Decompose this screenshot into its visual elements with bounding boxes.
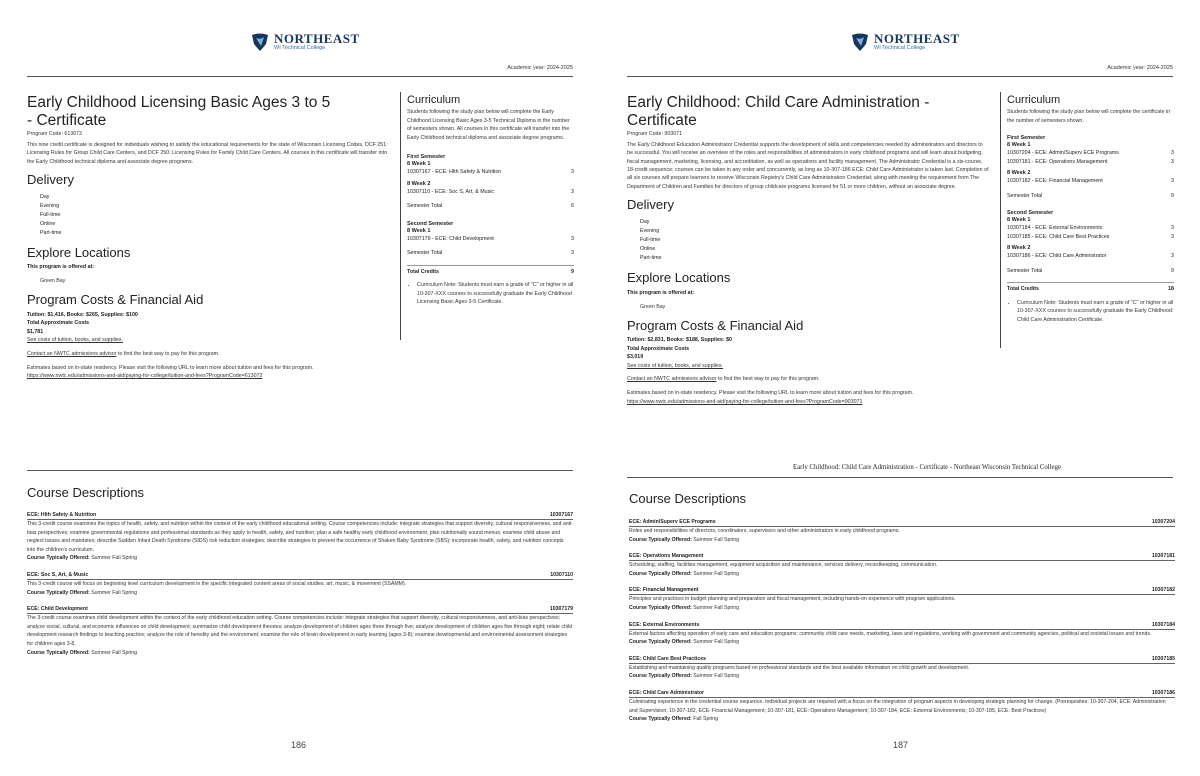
course-offered: Course Typically Offered: Summer Fall Spring xyxy=(629,536,740,543)
program-intro: The Early Childhood Education Administrator Credential supports the development of skills and competencies needed by administrators and directors to be successful. You will receive an overview of the roles and responsibilities of administrators in early childhood programs and will learn about budgeting, fiscal management, marketing, licensing, and accreditation, as well as operations and facility management. The Administrator Credential is a six-course, 18-credit sequence; courses can be taken in any order and concurrently, as long as 10-307-186 ECE: Child Care Administrator is taken last. Completion of all six courses will prepare learners to receive Wisconsin Registry's Child Care Administration Credential; along with meeting the requirement from The Department of Children and Families for directors of group childcare programs licensed for 51 or more children, without an associate degree. xyxy=(627,141,989,190)
course-offered: Course Typically Offered: Fall Spring xyxy=(629,716,718,723)
delivery-item: Day xyxy=(40,193,50,200)
contact-line: Contact an NWTC admissions advisor to find the best way to pay for this program. xyxy=(627,376,820,383)
program-title: Early Childhood Licensing Basic Ages 3 to 5 - Certificate xyxy=(27,94,331,130)
course-entry xyxy=(629,553,1175,578)
costs-heading: Program Costs & Financial Aid xyxy=(27,292,204,308)
delivery-heading: Delivery xyxy=(627,197,674,213)
course-code: 10307181 xyxy=(1151,553,1175,560)
shield-logo-icon xyxy=(850,32,870,52)
section-divider xyxy=(627,477,1173,478)
delivery-heading: Delivery xyxy=(27,171,74,187)
course-name: ECE: Child Care Best Practices xyxy=(629,655,706,662)
program-title: Early Childhood: Child Care Administration - Certificate xyxy=(627,94,930,130)
program-code: Program Code: 613072 xyxy=(27,130,83,137)
week-label: 8 Week 2 xyxy=(1007,245,1031,252)
second-semester-label: Second Semester xyxy=(1007,210,1054,217)
top-divider xyxy=(27,76,573,77)
contact-line: Contact an NWTC admissions advisor to find the best way to pay for this program. xyxy=(27,350,220,357)
locations-heading: Explore Locations xyxy=(27,244,131,260)
week-label: 8 Week 1 xyxy=(407,161,431,168)
delivery-item: Part-time xyxy=(40,229,62,236)
delivery-item: Evening xyxy=(40,202,60,209)
costs-heading: Program Costs & Financial Aid xyxy=(627,317,804,333)
first-semester-label: First Semester xyxy=(1007,135,1046,142)
course-description: Scheduling, staffing, facilities management, equipment acquisition and maintenance, services delivery, recordkeeping, communication. xyxy=(629,562,938,569)
curriculum-course-row: 10307179 - ECE: Child Development 3 xyxy=(407,235,574,242)
logo-subtitle: WI Technical College xyxy=(274,45,326,52)
course-code: 10307186 xyxy=(1151,689,1175,696)
semester-total-row: Semester Total 9 xyxy=(1007,192,1174,199)
tuition-line: Tuition: $2,831, Books: $188, Supplies: $0 xyxy=(627,337,732,344)
week-label: 8 Week 1 xyxy=(407,227,431,234)
column-divider xyxy=(1000,92,1001,348)
logo-name: NORTHEAST xyxy=(274,31,360,47)
course-description: This 3-credit course will focus on beginning level curriculum development in the specific integrated content areas of social studies, art, music, & movement (SSAMM). xyxy=(27,580,407,587)
course-list xyxy=(27,512,573,657)
course-offered: Course Typically Offered: Summer Fall Spring xyxy=(629,673,740,680)
curriculum-course-row: 10307185 - ECE: Child Care Best Practices 3 xyxy=(1007,233,1174,240)
locations-heading: Explore Locations xyxy=(627,269,731,285)
curriculum-note: • Curriculum Note: Students must earn a grade of "C" or higher in all 10-307-XXX courses to successfully graduate the Early Childhood: Child Care Administration Certificate. xyxy=(1007,299,1174,325)
northeast-logo xyxy=(250,32,360,52)
delivery-item: Evening xyxy=(640,227,660,234)
totals-divider xyxy=(1007,282,1174,283)
logo-name: NORTHEAST xyxy=(874,31,960,47)
course-name: ECE: Soc S, Art, & Music xyxy=(27,571,89,578)
contact-advisor-link[interactable]: Contact an NWTC admissions advisor xyxy=(627,376,717,383)
delivery-item: Full-time xyxy=(640,236,661,243)
course-code: 10307179 xyxy=(549,606,573,613)
week-label: 8 Week 1 xyxy=(1007,142,1031,149)
curriculum-note: • Curriculum Note: Students must earn a grade of "C" or higher in all 10-307-XXX courses to successfully graduate the Early Childhood Licensing Basic Ages 3-5 Certificate. xyxy=(407,281,574,307)
course-name: ECE: External Environments xyxy=(629,621,700,628)
course-entry xyxy=(27,572,573,597)
course-description: Principles and practices in budget planning and preparation and fiscal management, including hands-on experience with program applications. xyxy=(629,596,956,603)
curriculum-panel xyxy=(407,94,574,307)
program-code: Program Code: 903071 xyxy=(627,130,683,137)
delivery-item: Online xyxy=(640,245,656,252)
course-code: 10307204 xyxy=(1151,519,1175,525)
totals-divider xyxy=(407,265,574,266)
curriculum-course-row: 10307167 - ECE: Hlth Safety & Nutrition 3 xyxy=(407,169,574,176)
course-offered: Course Typically Offered: Summer Fall Spring xyxy=(27,649,138,656)
location-green-bay: Green Bay xyxy=(40,278,66,285)
main-column xyxy=(627,94,989,406)
semester-total-row: Semester Total 6 xyxy=(407,203,574,210)
academic-year: Academic year: 2024-2025 xyxy=(507,65,573,71)
main-column xyxy=(27,94,392,381)
location-green-bay: Green Bay xyxy=(640,303,666,310)
running-footer-title: Early Childhood: Child Care Administration - Certificate - Northeast Wisconsin Technical College xyxy=(793,464,1061,471)
total-cost-value: $1,781 xyxy=(27,328,44,335)
delivery-list xyxy=(640,218,989,263)
total-cost-label: Total Approximate Costs xyxy=(27,320,90,327)
week-label: 8 Week 2 xyxy=(1007,170,1031,177)
delivery-item: Day xyxy=(640,218,650,225)
course-entry xyxy=(629,622,1175,647)
tuition-url-link[interactable]: https://www.nwtc.edu/admissions-and-aid/paying-for-college/tuition-and-fees?ProgramCode=613072 xyxy=(27,373,263,380)
see-costs-link[interactable]: See costs of tuition, books, and supplies. xyxy=(627,362,723,369)
course-code: 10307184 xyxy=(1151,621,1175,628)
curriculum-intro: Students following the study plan below will complete the Early Childhood Licensing Basic Ages 3-5 Technical Diploma in the number of semesters shown. All courses in this certificate will transfer into the Early Childhood technical diploma and associate degree programs. xyxy=(407,109,570,141)
course-code: 10307182 xyxy=(1151,587,1175,594)
first-semester-label: First Semester xyxy=(407,154,446,161)
second-semester-label: Second Semester xyxy=(407,220,454,227)
course-offered: Course Typically Offered: Summer Fall Spring xyxy=(629,570,740,577)
top-divider xyxy=(627,76,1173,77)
tuition-url-link[interactable]: https://www.nwtc.edu/admissions-and-aid/paying-for-college/tuition-and-fees?ProgramCode=903071 xyxy=(627,398,863,405)
course-offered: Course Typically Offered: Summer Fall Spring xyxy=(27,589,138,596)
curriculum-panel xyxy=(1007,94,1174,324)
northeast-logo xyxy=(850,32,960,52)
estimates-text: Estimates based on in-state residency. Please visit the following URL to learn more about tuition and fees for this program. xyxy=(27,364,314,371)
delivery-list xyxy=(40,193,392,238)
curriculum-course-row: 10307186 - ECE: Child Care Administrator 3 xyxy=(1007,253,1174,260)
curriculum-course-row: 10307184 - ECE: External Environments 3 xyxy=(1007,225,1174,232)
page-number: 187 xyxy=(893,740,909,750)
see-costs-link[interactable]: See costs of tuition, books, and supplies. xyxy=(27,337,123,344)
course-offered: Course Typically Offered: Summer Fall Spring xyxy=(629,639,740,646)
course-code: 10307167 xyxy=(549,512,573,518)
page-right xyxy=(600,0,1200,776)
semester-total-row: Semester Total 3 xyxy=(407,250,574,257)
total-cost-label: Total Approximate Costs xyxy=(627,345,690,352)
tuition-line: Tuition: $1,416, Books: $265, Supplies: $100 xyxy=(27,311,138,318)
course-name: ECE: Financial Management xyxy=(629,587,699,594)
course-description: The 3-credit course examines child development within the context of the early childhood education setting. Course competencies include: integrate strategies that support diversity, cultural responsiveness, and anti-bias perspectives; analyze social, cultural, and economic influences on child development; summarize child development theories; analyze development of children ages three through five; analyze development of children ages five through eight; relate child development research findings to teaching practice; analyze the role of heredity and the environment; examine the role of brain development in early learning (ages 3-8); examine developmental and environmental assessment strategies for children ages 3-8. xyxy=(27,615,573,647)
curriculum-course-row: 10307182 - ECE: Financial Management 3 xyxy=(1007,178,1174,185)
logo-subtitle: WI Technical College xyxy=(874,45,926,52)
week-label: 8 Week 1 xyxy=(1007,217,1031,224)
course-entry xyxy=(27,606,573,657)
curriculum-heading: Curriculum xyxy=(407,94,461,106)
course-description: Culminating experience in the credential course sequence. Individual projects are required with a focus on the integration of program aspects in developing strategic planning for change. (Prerequisites: 10-307-204, ECE: Administration and Supervision; 10-307-182, ECE: Financial Management; 10-307-181, ECE: Operations Management; 10-307-184, ECE: External Environments; 10-307-185, ECE: Best Practices) xyxy=(629,698,1166,714)
course-entry xyxy=(27,512,573,563)
course-entry xyxy=(629,690,1175,724)
course-name: ECE: Admin/Superv ECE Programs xyxy=(629,519,716,525)
curriculum-heading: Curriculum xyxy=(1007,94,1061,106)
curriculum-course-row: 10307204 - ECE: Admin/Superv ECE Programs 3 xyxy=(1007,150,1174,157)
course-code: 10307110 xyxy=(550,571,573,578)
course-descriptions-heading: Course Descriptions xyxy=(629,491,747,506)
page-number: 186 xyxy=(291,740,307,750)
total-credits-row: Total Credits 18 xyxy=(1007,286,1174,293)
course-description: External factors affecting operation of early care and education programs: community child care needs, marketing, laws and regulations, working with government and community agencies, political and societal issues and trends. xyxy=(629,630,1152,637)
course-offered: Course Typically Offered: Summer Fall Spring xyxy=(27,555,138,562)
course-entry xyxy=(629,656,1175,681)
program-intro: This nine credit certificate is designed for individuals wishing to satisfy the educational requirements for the state of Wisconsin Licensing Codes, DCF 251: Licensing Rules for Group Child Care Centers, and DCF 250: Licensing Rules for Family Child Care Centers. All courses in this certificate will transfer into the Early Childhood technical diploma and associate degree programs. xyxy=(27,141,388,165)
course-descriptions-heading: Course Descriptions xyxy=(27,485,145,500)
delivery-item: Full-time xyxy=(40,211,61,218)
curriculum-intro: Students following the study plan below will complete the certificate in the number of semesters shown. xyxy=(1007,109,1171,124)
course-list xyxy=(629,519,1175,724)
course-offered: Course Typically Offered: Summer Fall Spring xyxy=(629,604,740,611)
offered-at-label: This program is offered at: xyxy=(627,289,695,296)
academic-year: Academic year: 2024-2025 xyxy=(1107,65,1173,71)
course-entry xyxy=(629,519,1175,544)
week-label: 8 Week 2 xyxy=(407,180,431,187)
course-description: Establishing and maintaining quality programs based on professional standards and the best available information on child growth and development. xyxy=(629,664,970,671)
delivery-item: Online xyxy=(40,220,56,227)
total-cost-value: $3,019 xyxy=(627,354,644,361)
course-name: ECE: Hlth Safety & Nutrition xyxy=(27,512,97,518)
column-divider xyxy=(400,92,401,340)
curriculum-course-row: 10307110 - ECE: Soc S, Art, & Music 3 xyxy=(407,188,574,195)
course-name: ECE: Child Care Administrator xyxy=(629,689,705,696)
offered-at-label: This program is offered at: xyxy=(27,264,95,271)
course-description: This 3-credit course examines the topics of health, safety, and nutrition within the context of the early childhood educational setting. Course competencies include: integrate strategies that support diversity, cultural responsiveness, and anti-bias perspectives; examine governmental regulations and professional standards as they apply to health, safety, and nutrition; plan a safe healthy early childhood environment; plan nutritionally sound menus; examine child abuse and neglect issues and mandates; describe Sudden Infant Death Syndrome (SIDS) risk reduction strategies; describe strategies to prevent the occurrence of Shaken Baby Syndrome (SBS); incorporate health, safety, and nutrition concepts into the children's curriculum. xyxy=(27,521,573,553)
course-name: ECE: Child Development xyxy=(27,606,88,613)
delivery-item: Part-time xyxy=(640,254,662,261)
section-divider xyxy=(27,470,573,471)
curriculum-course-row: 10307181 - ECE: Operations Management 3 xyxy=(1007,158,1174,165)
course-code: 10307185 xyxy=(1151,655,1175,662)
course-entry xyxy=(629,587,1175,612)
course-description: Roles and responsibilities of directors, coordinators, supervisors and other administrators in early childhood programs. xyxy=(629,528,900,534)
course-name: ECE: Operations Management xyxy=(629,553,704,560)
contact-advisor-link[interactable]: Contact an NWTC admissions advisor xyxy=(27,350,117,357)
estimates-text: Estimates based on in-state residency. Please visit the following URL to learn more about tuition and fees for this program. xyxy=(627,390,914,397)
semester-total-row: Semester Total 9 xyxy=(1007,267,1174,274)
total-credits-row: Total Credits 9 xyxy=(407,268,574,275)
shield-logo-icon xyxy=(250,32,270,52)
